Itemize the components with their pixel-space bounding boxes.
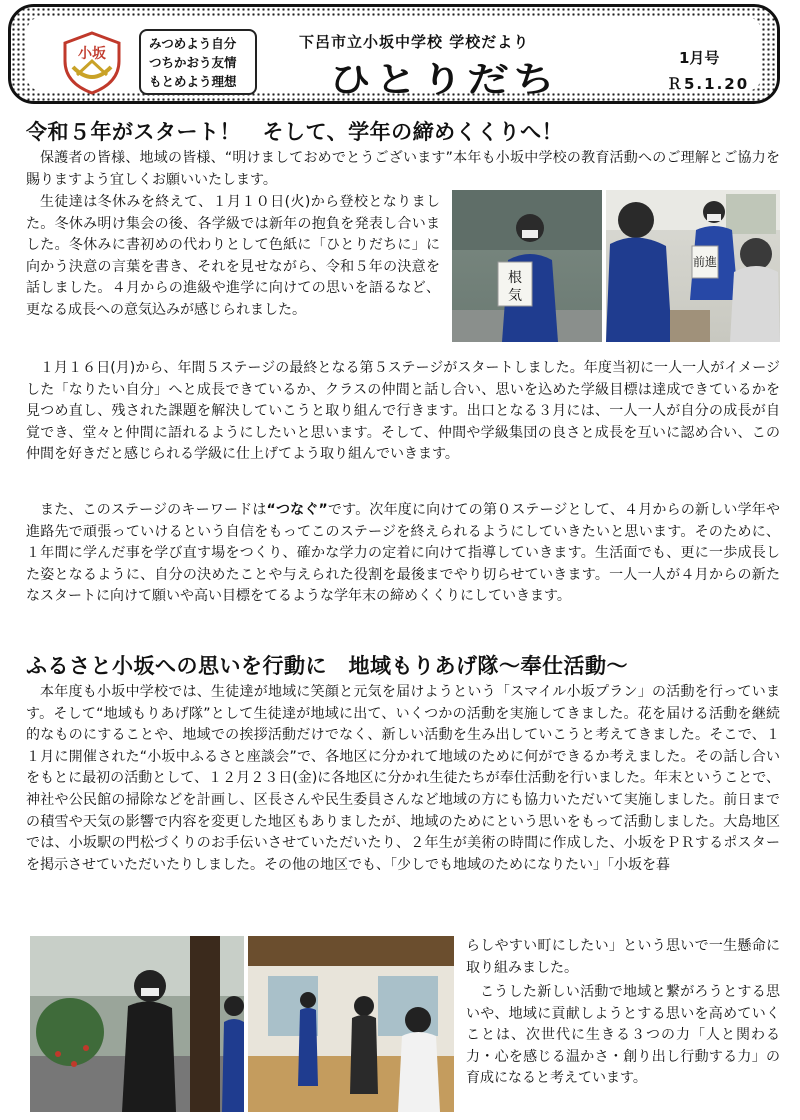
section1-paragraph-2	[26, 358, 780, 466]
issue-date: Ｒ5.1.20	[667, 75, 750, 93]
section2-paragraph-1-tail	[466, 936, 780, 979]
section1-paragraph-3	[26, 500, 780, 608]
photo-community-hall-cleaning	[248, 936, 454, 1112]
photo-kadomatsu-making	[30, 936, 244, 1112]
shikishi-char-1: 根	[508, 270, 522, 286]
section2-paragraph-1	[26, 682, 780, 876]
shikishi-char-3: 前進	[692, 255, 718, 269]
motto-line: もとめよう理想	[149, 74, 237, 89]
photo-classroom-sharing	[606, 190, 780, 342]
motto-line: つちかおう友情	[149, 55, 237, 70]
photo-student-new-year-resolution	[452, 190, 602, 342]
photo-illustration	[30, 936, 244, 1112]
newsletter-masthead	[8, 4, 780, 104]
paragraph-text: 本年度も小坂中学校では、生徒達が地域に笑顔と元気を届けようという「スマイル小坂プラン」の活動を行っています。そして“地域もりあげ隊”として生徒達が地域に出て、いくつかの活動を実施してきました。花を届ける活動を継続的なものにすることや、地域での挨拶活動だけでなく、新しい活動を生み出していこうと考えてきました。そこで、１１月に開催された“小坂中ふるさと座談会”で、各地区に分かれて地域のために何ができるか考えました。その話し合いをもとに最初の活動として、１２月２３日(金)に各地区に分かれ生徒たちが奉仕活動を行いました。年末ということで、神社や公民館の掃除などを計画し、区長さんや民生委員さんなど地域の方にも協力いただいて実施しました。前日までの積雪や天気の影響で内容を変更した地区もありましたが、地域のためにという思いをもって活動しました。大島地区では、小坂駅の門松づくりのお手伝いさせていただいたり、２年生が美術の時間に作成した、小坂をＰＲするポスターを掲示させていただいたりしました。その他の地区でも、「少しでも地域のためになりたい」「小坂を暮	[26, 684, 780, 873]
masthead-inner	[27, 17, 761, 100]
section2-heading: ふるさと小坂への思いを行動に 地域もりあげ隊～奉仕活動～	[26, 654, 628, 678]
section1-paragraph-1	[26, 192, 440, 322]
emblem-text: 小坂	[78, 46, 106, 62]
motto-line: みつめよう自分	[149, 36, 237, 51]
photo-illustration	[606, 190, 780, 342]
keyword-tsunagu: “つなぐ”	[266, 502, 328, 518]
newsletter-title: ひとりだち	[329, 59, 560, 100]
shikishi-char-2: 気	[508, 288, 522, 304]
paragraph-text-part: また、このステージのキーワードは	[40, 502, 267, 518]
photo-illustration	[248, 936, 454, 1112]
paragraph-text: らしやすい町にしたい」という思いで一生懸命に取り組みました。	[466, 938, 780, 976]
paragraph-text: １月１６日(月)から、年間５ステージの最終となる第５ステージがスタートしました。年度当初に一人一人がイメージした「なりたい自分」へと成長できているか、クラスの仲間と話し合い、思いを込めた学級目標は達成できているかを見つめ直し、残された課題を解決していこうと取り組んで行きます。出口となる３月には、一人一人が自分の成長が自覚でき、堂々と仲間に語れるようにしたいと思います。そして、仲間や学級集団の良さと成長を互いに認め合い、この仲間を好きだと感じられる学級に仕上げてよう取り組んでいきます。	[26, 360, 780, 463]
paragraph-text	[26, 500, 780, 608]
section1-heading: 令和５年がスタート！ そして、学年の締めくくりへ！	[26, 120, 564, 144]
photo-illustration	[452, 190, 602, 342]
school-name: 下呂市立小坂中学校 学校だより	[299, 33, 530, 51]
intro-paragraph: 保護者の皆様、地域の皆様、“明けましておめでとうございます”本年も小坂中学校の教育活動へのご理解とご協力を賜りますよう宜しくお願いいたします。	[26, 150, 780, 188]
paragraph-text: こうした新しい活動で地域と繋がろうとする思いや、地域に貢献しようとする思いを高めていくことは、次世代に生きる３つの力「人と関わる力・心を感じる温かさ・創り出し行動する力」の育成になると考えています。	[466, 984, 780, 1087]
paragraph-text: 生徒達は冬休みを終えて、１月１０日(火)から登校となりました。冬休み明け集会の後、各学級では新年の抱負を発表し合いました。冬休みに書初めの代わりとして色紙に「ひとりだちに」に向かう決意の言葉を書き、それを見せながら、令和５年の決意を話しました。４月からの進級や進学に向けての思いを語るなど、更なる成長への意気込みが感じられました。	[26, 194, 440, 318]
section1-intro	[26, 148, 780, 191]
school-emblem-icon	[61, 31, 123, 95]
issue-number: 1月号	[679, 49, 720, 67]
school-mottos	[139, 29, 257, 95]
paragraph-text-part: です。次年度に向けての第０ステージとして、４月からの新しい学年や進路先で頑張っていけるという自信をもってこのステージを終えられるようにしていきたいと思います。そのために、１年間に学んだ事を学び直す場をつくり、確かな学力の定着に向けて指導していきます。生活面でも、更に一歩成長した姿となるように、自分の決めたことや与えられた役割を最後までやり切らせていきます。一人一人が４月からの新たなスタートに向けて願いや高い目標をてるような学年末の締めくくりにしていきます。	[26, 502, 780, 605]
section2-paragraph-2	[466, 982, 780, 1090]
